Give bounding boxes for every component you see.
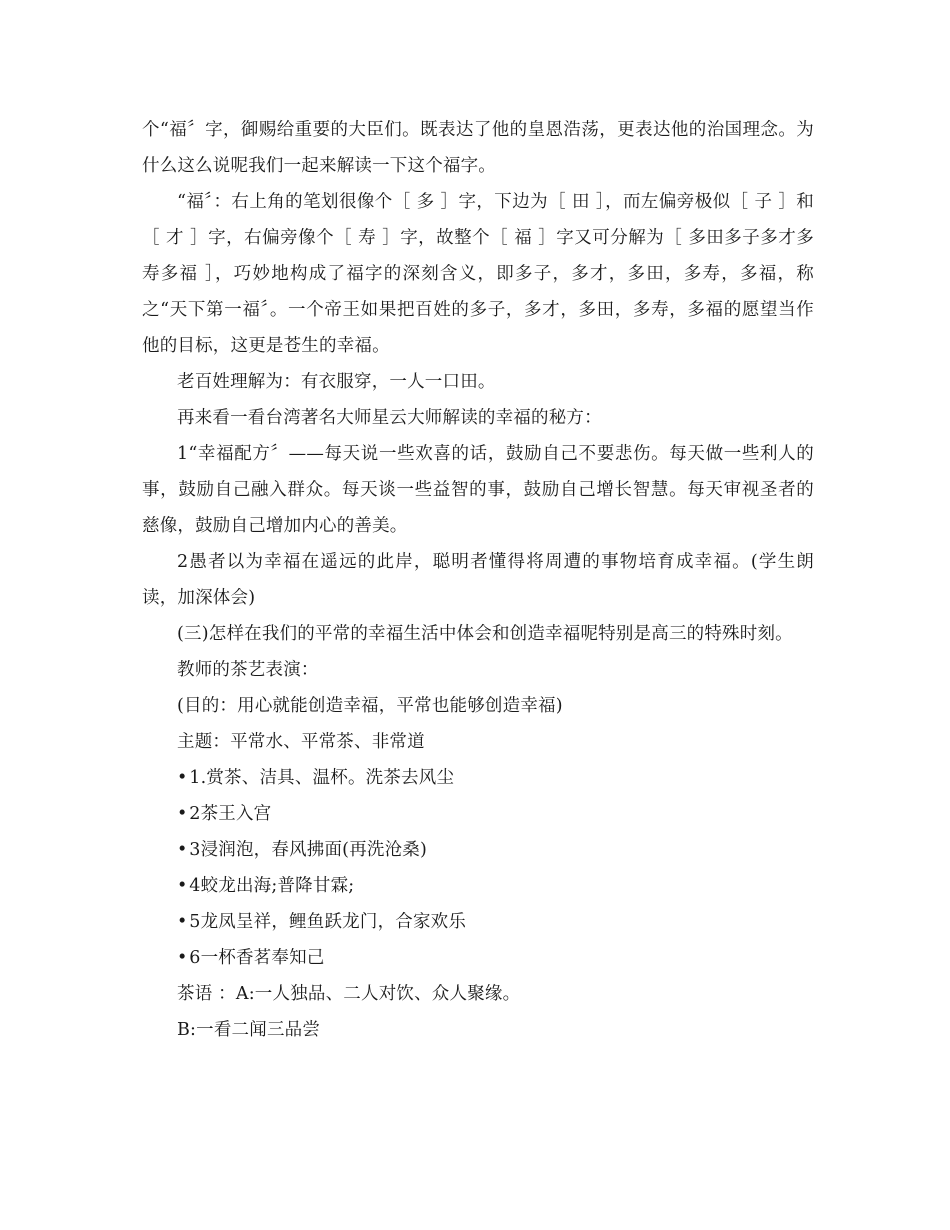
list-item-text: 3浸润泡，春风拂面(再洗沧桑) <box>189 840 428 860</box>
document-body <box>142 112 814 1048</box>
list-item-text: 5龙凤呈祥，鲤鱼跃龙门，合家欢乐 <box>189 912 467 932</box>
list-item <box>142 940 814 976</box>
list-item <box>142 796 814 832</box>
paragraph-fu-intro: 个“福〞字，御赐给重要的大臣们。既表达了他的皇恩浩荡，更表达他的治国理念。为什么这么说呢我们一起来解读一下这个福字。 <box>142 120 814 176</box>
paragraph-tea-words-a: 茶语 ：A:一人独品、二人对饮、众人聚缘。 <box>177 984 521 1004</box>
bullet-dot: • <box>177 912 188 932</box>
list-item <box>142 868 814 904</box>
bullet-dot: • <box>177 948 188 968</box>
paragraph-xingyun-intro: 再来看一看台湾著名大师星云大师解读的幸福的秘方： <box>177 408 602 428</box>
bullet-dot: • <box>177 876 188 896</box>
paragraph-common-people: 老百姓理解为：有衣服穿，一人一口田。 <box>177 372 496 392</box>
paragraph-tea-words-b: B:一看二闻三品尝 <box>177 1020 321 1040</box>
list-item <box>142 904 814 940</box>
bullet-dot: • <box>177 768 188 788</box>
bullet-dot: • <box>177 840 188 860</box>
list-item <box>142 832 814 868</box>
list-item-text: 1.赏茶、洁具、温杯。洗茶去风尘 <box>189 768 455 788</box>
list-item-text: 4蛟龙出海;普降甘霖; <box>189 876 355 896</box>
paragraph-fu-analysis: “福〞：右上角的笔划很像个［ 多 ］字，下边为［ 田 ］，而左偏旁极似［ 子 ］和［ 才 ］字，右偏旁像个［ 寿 ］字，故整个［ 福 ］字又可分解为［ 多田多子多才多寿多福 ］，巧妙地构成了福字的深刻含义，即多子，多才，多田，多寿，多福，称之“天下第一福〞。一个帝王如果把百姓的多子，多才，多田，多寿，多福的愿望当作他的目标，这更是苍生的幸福。 <box>142 192 814 356</box>
bullet-dot: • <box>177 804 188 824</box>
paragraph-theme: 主题：平常水、平常茶、非常道 <box>177 732 425 752</box>
list-item-text: 6一杯香茗奉知己 <box>189 948 325 968</box>
list-item-text: 2茶王入宫 <box>189 804 272 824</box>
paragraph-fool-wise: 2愚者以为幸福在遥远的此岸，聪明者懂得将周遭的事物培育成幸福。(学生朗读，加深体会) <box>142 552 814 608</box>
paragraph-tea-performance: 教师的茶艺表演： <box>177 660 319 680</box>
paragraph-purpose: (目的：用心就能创造幸福，平常也能够创造幸福) <box>177 696 563 716</box>
paragraph-happiness-formula: 1“幸福配方〞——每天说一些欢喜的话，鼓励自己不要悲伤。每天做一些利人的事，鼓励自己融入群众。每天谈一些益智的事，鼓励自己增长智慧。每天审视圣者的慈像，鼓励自己增加内心的善美。 <box>142 444 814 536</box>
list-item <box>142 760 814 796</box>
paragraph-section-three: (三)怎样在我们的平常的幸福生活中体会和创造幸福呢特别是高三的特殊时刻。 <box>177 624 793 644</box>
